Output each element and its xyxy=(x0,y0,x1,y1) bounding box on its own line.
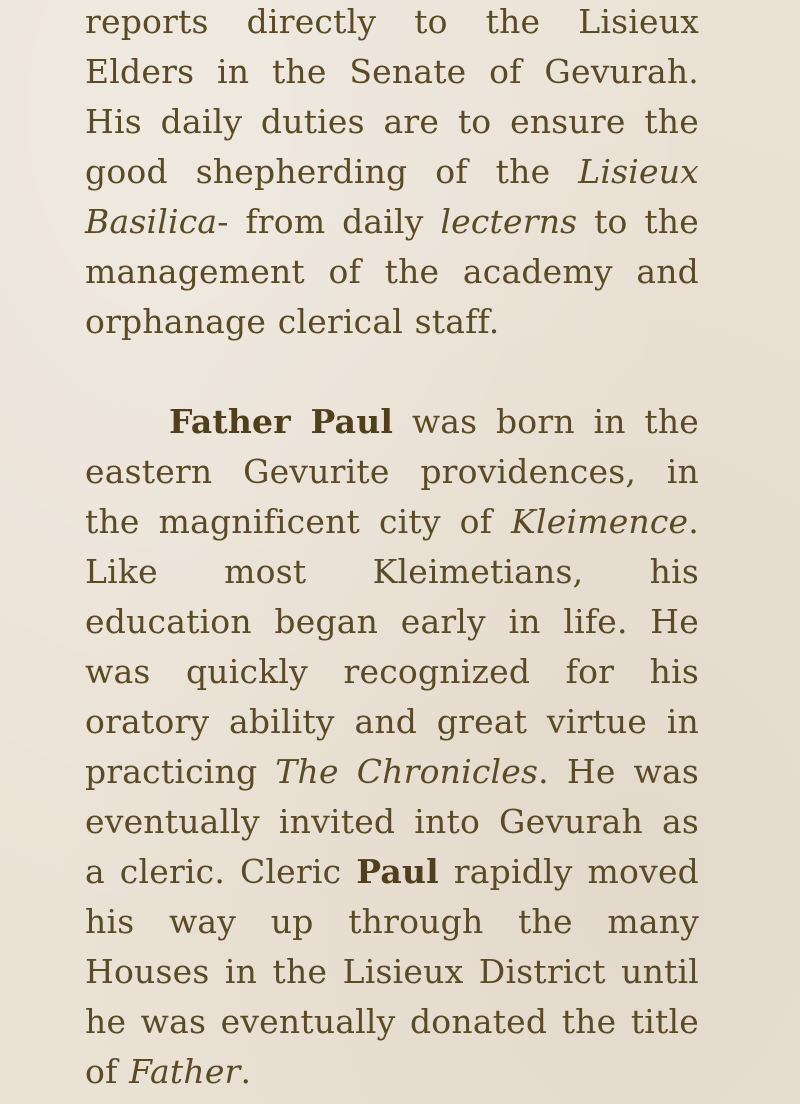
text-run: . Like most Kleimetians, his education began early in life. He was quickly recognized for his oratory ability and great virtue in practicing xyxy=(85,502,699,791)
article-body xyxy=(85,0,699,1097)
emphasis-lecterns: lecterns xyxy=(440,202,578,241)
text-run: reports directly to the Lisieux Elders in the Senate of Gevurah. His daily duties are to ensure the good shepherding of the xyxy=(85,2,699,191)
bold-paul: Paul xyxy=(356,852,439,891)
text-run: . xyxy=(240,1052,252,1091)
text-run: to the management of the academy and orphanage clerical staff. xyxy=(85,202,699,341)
emphasis-lisieux-basilica: Lisieux Basilica xyxy=(85,152,699,241)
bold-father-paul: Father Paul xyxy=(169,402,394,441)
emphasis-the-chronicles: The Chronicles xyxy=(275,752,539,791)
paragraph-biography xyxy=(85,397,699,1097)
text-run: - from daily xyxy=(217,202,441,241)
paragraph-duties xyxy=(85,0,699,347)
text-run: rapidly moved his way up through the many Houses in the Lisieux District until he was eventually donated the title of xyxy=(85,852,700,1091)
emphasis-kleimence: Kleimence xyxy=(511,502,689,541)
text-run: was born in the eastern Gevurite providences, in the magnificent city of xyxy=(85,402,700,541)
text-run: . He was eventually invited into Gevurah as a cleric. Cleric xyxy=(85,752,700,891)
emphasis-father: Father xyxy=(129,1052,241,1091)
